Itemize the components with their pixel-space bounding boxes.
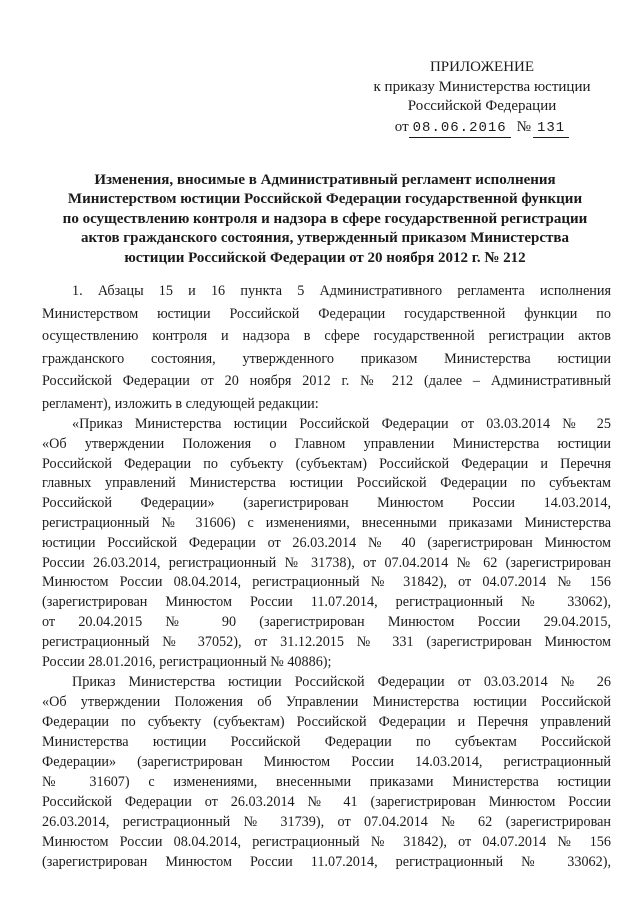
text-line: 26.03.2014, регистрационный № 31739), от 07.04.2014 № 62 (зарегистрирован: [42, 814, 611, 831]
text-line: Федерации» (зарегистрирован Минюстом России 14.03.2014, регистрационный: [42, 754, 611, 771]
document-title: [44, 171, 606, 268]
title-line: по осуществлению контроля и надзора в сфере государственной регистрации: [62, 210, 588, 227]
title-line: юстиции Российской Федерации от 20 ноября 2012 г. № 212: [124, 249, 526, 266]
text-line: Минюстом России 08.04.2014, регистрационный № 31842), от 04.07.2014 № 156: [42, 574, 611, 591]
text-line: Российской Федерации по субъекту (субъектам) Российской Федерации и Перечня: [42, 455, 611, 472]
text-line: регистрационный № 31606) с изменениями, внесенными приказами Министерства: [42, 515, 611, 532]
text-line: главных управлений Министерства юстиции Российской Федерации по субъектам: [42, 475, 611, 492]
paragraph-3: [42, 672, 611, 872]
text-line: Федерации по субъекту (субъектам) Российской Федерации и Перечня управлений: [42, 714, 611, 731]
title-line: Изменения, вносимые в Административный регламент исполнения: [94, 172, 556, 188]
approval-number-value: 131: [533, 120, 569, 138]
text-line: «Об утверждении Положения о Главном управлении Министерства юстиции: [42, 435, 611, 452]
paragraph-2: [42, 415, 611, 672]
approval-stamp: [354, 58, 610, 138]
text-line: Российской Федерации от 26.03.2014 № 41 (зарегистрирован Минюстом России: [42, 794, 611, 811]
text-line: «Об утверждении Положения об Управлении Министерства юстиции Российской: [42, 694, 611, 711]
approval-header-line: к приказу Министерства юстиции: [373, 78, 591, 95]
text-line: от 20.04.2015 № 90 (зарегистрирован Минюстом России 29.04.2015,: [42, 614, 611, 630]
text-line: регистрационный № 37052), от 31.12.2015 № 331 (зарегистрирован Минюстом: [42, 633, 611, 650]
text-line: Приказ Министерства юстиции Российской Федерации от 03.03.2014 № 26: [72, 674, 611, 691]
text-line: Российской Федерации» (зарегистрирован Минюстом России 14.03.2014,: [42, 495, 611, 512]
text-line: регламент), изложить в следующей редакции:: [42, 395, 319, 412]
text-line: Министерства юстиции Российской Федерации по субъектам Российской: [42, 734, 611, 751]
paragraph-1: [42, 280, 611, 415]
date-prefix-label: от: [394, 118, 409, 135]
text-line: юстиции Российской Федерации от 26.03.2014 № 40 (зарегистрирован Минюстом: [42, 534, 611, 551]
title-line: Министерством юстиции Российской Федерации государственной функции: [67, 191, 583, 208]
text-line: № 31607) с изменениями, внесенными приказами Министерства юстиции: [42, 774, 611, 791]
approval-date-line: [354, 118, 610, 139]
text-line: Министерством юстиции Российской Федерации государственной функции по: [42, 305, 611, 322]
number-sign: №: [516, 118, 531, 135]
text-line: 1. Абзацы 15 и 16 пункта 5 Административного регламента исполнения: [72, 283, 611, 300]
text-line: Российской Федерации от 20 ноября 2012 г. № 212 (далее – Административный: [42, 373, 611, 390]
approval-date-value: 08.06.2016: [409, 120, 511, 138]
text-line: России 28.01.2016, регистрационный № 40886);: [42, 653, 332, 670]
text-line: России 26.03.2014, регистрационный № 31738), от 07.04.2014 № 62 (зарегистрирован: [42, 554, 611, 571]
document-body: [42, 280, 611, 872]
title-line: актов гражданского состояния, утвержденный приказом Министерства: [81, 230, 569, 247]
text-line: осуществлению контроля и надзора в сфере государственной регистрации актов: [42, 328, 611, 345]
text-line: (зарегистрирован Минюстом России 11.07.2014, регистрационный № 33062),: [42, 594, 611, 611]
approval-header-lines: [354, 58, 610, 117]
text-line: «Приказ Министерства юстиции Российской Федерации от 03.03.2014 № 25: [72, 416, 611, 433]
text-line: Минюстом России 08.04.2014, регистрационный № 31842), от 04.07.2014 № 156: [42, 834, 611, 851]
text-line: гражданского состояния, утвержденного приказом Министерства юстиции: [42, 350, 611, 367]
text-line: (зарегистрирован Минюстом России 11.07.2014, регистрационный № 33062),: [42, 854, 611, 871]
approval-header-line: ПРИЛОЖЕНИЕ: [429, 59, 535, 75]
approval-header-line: Российской Федерации: [407, 98, 557, 114]
